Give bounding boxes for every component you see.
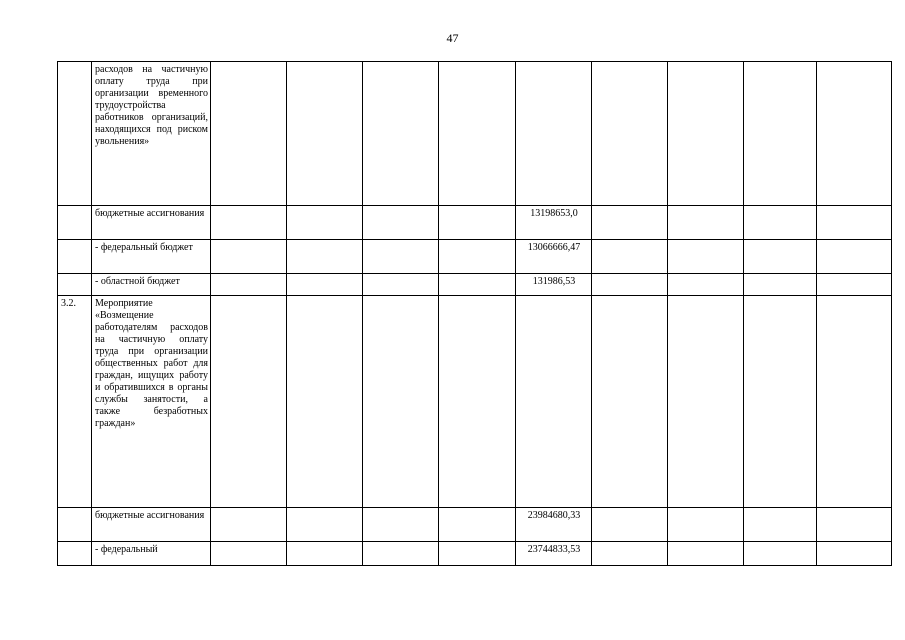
empty-cell [363,62,439,206]
empty-cell [439,240,516,274]
empty-cell [287,296,363,508]
empty-cell [211,206,287,240]
empty-cell [744,274,817,296]
description-cell: - областной бюджет [92,274,211,296]
table-row [58,274,892,296]
amount-cell: 23984680,33 [516,508,592,542]
empty-cell [817,274,892,296]
empty-cell [287,62,363,206]
row-number-cell [58,206,92,240]
empty-cell [439,206,516,240]
empty-cell [439,508,516,542]
amount-cell: 23744833,53 [516,542,592,566]
table-row [58,542,892,566]
budget-table [57,61,892,566]
empty-cell [592,508,668,542]
empty-cell [211,274,287,296]
description-cell: расходов на частичную оплату труда при организации временного трудоустройства работников организаций, находящихся под риском увольнения» [92,62,211,206]
description-cell: - федеральный [92,542,211,566]
empty-cell [668,206,744,240]
empty-cell [439,296,516,508]
amount-cell: 131986,53 [516,274,592,296]
row-number-cell [58,240,92,274]
empty-cell [817,542,892,566]
table-row [58,296,892,508]
empty-cell [744,508,817,542]
empty-cell [592,62,668,206]
description-cell: бюджетные ассигнования [92,206,211,240]
empty-cell [592,296,668,508]
empty-cell [439,62,516,206]
table-row [58,206,892,240]
empty-cell [817,62,892,206]
table-row [58,62,892,206]
row-number-cell [58,62,92,206]
empty-cell [744,206,817,240]
empty-cell [287,508,363,542]
empty-cell [668,296,744,508]
row-number-cell [58,542,92,566]
empty-cell [592,274,668,296]
empty-cell [363,542,439,566]
empty-cell [817,296,892,508]
amount-cell: 13198653,0 [516,206,592,240]
empty-cell [744,62,817,206]
empty-cell [211,542,287,566]
empty-cell [592,240,668,274]
empty-cell [211,296,287,508]
empty-cell [817,508,892,542]
empty-cell [211,508,287,542]
empty-cell [592,542,668,566]
empty-cell [592,206,668,240]
empty-cell [744,240,817,274]
empty-cell [287,240,363,274]
empty-cell [668,542,744,566]
empty-cell [211,62,287,206]
table-row [58,508,892,542]
empty-cell [363,508,439,542]
empty-cell [817,240,892,274]
empty-cell [363,240,439,274]
row-number-cell [58,508,92,542]
empty-cell [287,274,363,296]
row-number-cell [58,274,92,296]
empty-cell [668,508,744,542]
empty-cell [363,274,439,296]
row-number-cell: 3.2. [58,296,92,508]
empty-cell [668,62,744,206]
page-number: 47 [446,31,459,45]
empty-cell [744,542,817,566]
amount-cell: 13066666,47 [516,240,592,274]
empty-cell [211,240,287,274]
table-row [58,240,892,274]
empty-cell [287,206,363,240]
description-cell: - федеральный бюджет [92,240,211,274]
empty-cell [363,296,439,508]
empty-cell [744,296,817,508]
description-cell: бюджетные ассигнования [92,508,211,542]
empty-cell [363,206,439,240]
empty-cell [287,542,363,566]
amount-cell [516,296,592,508]
empty-cell [817,206,892,240]
empty-cell [439,542,516,566]
description-cell: Мероприятие «Возмещение работодателям расходов на частичную оплату труда при организации общественных работ для граждан, ищущих работу и обратившихся в органы службы занятости, а также безработных граждан» [92,296,211,508]
amount-cell [516,62,592,206]
empty-cell [439,274,516,296]
empty-cell [668,240,744,274]
empty-cell [668,274,744,296]
